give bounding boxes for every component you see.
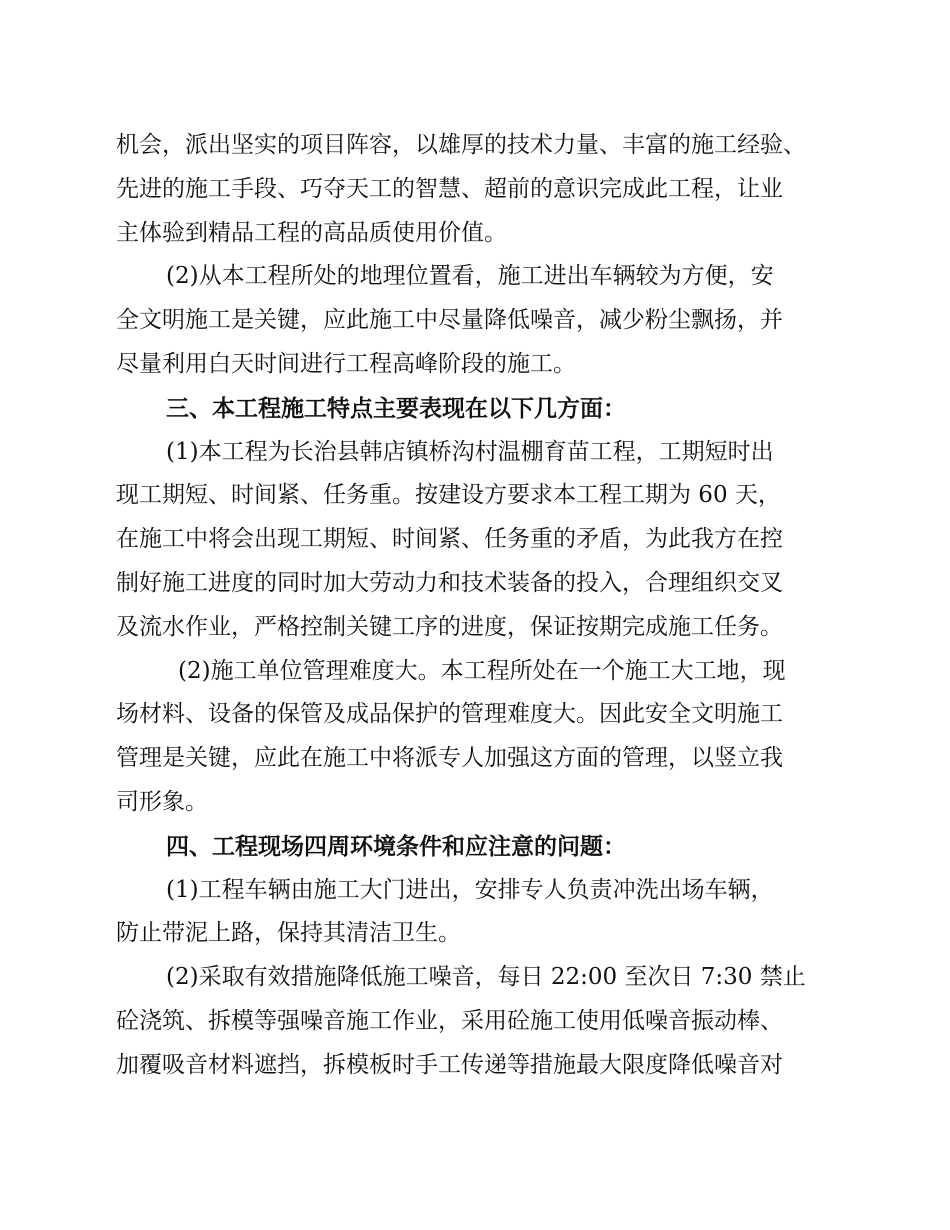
document-body [116,124,842,1088]
paragraph-start-line: (2)施工单位管理难度大。本工程所处在一个施工大工地，现 [178,657,786,684]
section-heading-3: 三、本工程施工特点主要表现在以下几方面： [166,394,626,422]
text-line: 制好施工进度的同时加大劳动力和技术装备的投入，合理组织交叉 [116,569,783,596]
paragraph-start-line: (2)从本工程所处的地理位置看，施工进出车辆较为方便，安 [166,263,774,290]
text-line: 管理是关键，应此在施工中将派专人加强这方面的管理，以竖立我 [116,745,783,772]
text-line: 加覆吸音材料遮挡，拆模板时手工传递等措施最大限度降低噪音对 [116,1051,783,1078]
text-line: 防止带泥上路，保持其清洁卫生。 [116,920,461,947]
text-line: 司形象。 [116,788,208,815]
text-line: 先进的施工手段、巧夺天工的智慧、超前的意识完成此工程，让业 [116,175,783,202]
text-line: 尽量利用白天时间进行工程高峰阶段的施工。 [116,350,576,377]
section-heading-4: 四、工程现场四周环境条件和应注意的问题： [166,832,626,860]
text-line: 及流水作业，严格控制关键工序的进度，保证按期完成施工任务。 [116,613,783,640]
text-line: 场材料、设备的保管及成品保护的管理难度大。因此安全文明施工 [116,701,783,728]
text-line: 在施工中将会出现工期短、时间紧、任务重的矛盾，为此我方在控 [116,526,783,553]
paragraph-start-line: (2)采取有效措施降低施工噪音，每日 22:00 至次日 7:30 禁止 [166,964,806,991]
paragraph-start-line: (1)本工程为长治县韩店镇桥沟村温棚育苗工程，工期短时出 [166,438,774,465]
paragraph-start-line: (1)工程车辆由施工大门进出，安排专人负责冲洗出场车辆， [166,876,774,903]
text-line: 主体验到精品工程的高品质使用价值。 [116,219,507,246]
text-line: 机会，派出坚实的项目阵容，以雄厚的技术力量、丰富的施工经验、 [116,132,806,158]
text-line: 全文明施工是关键，应此施工中尽量降低噪音，减少粉尘飘扬，并 [116,307,783,334]
text-line: 砼浇筑、拆模等强噪音施工作业，采用砼施工使用低噪音振动棒、 [116,1007,783,1034]
text-line: 现工期短、时间紧、任务重。按建设方要求本工程工期为 60 天， [116,482,781,509]
